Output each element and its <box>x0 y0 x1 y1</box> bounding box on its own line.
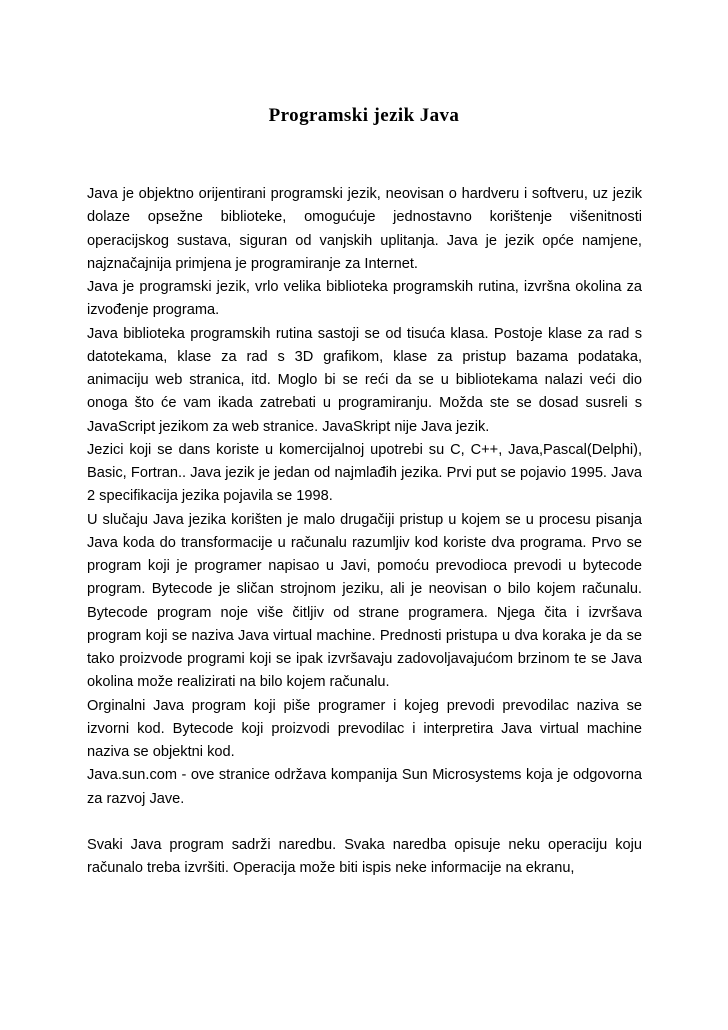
document-body <box>87 183 642 881</box>
paragraph-bytecode: U slučaju Java jezika korišten je malo drugačiji pristup u kojem se u procesu pisanja Java koda do transformacije u računalu razumljiv kod koriste dva programa. Prvo se program koji je programer napisao u Javi, pomoću prevodioca prevodi u bytecode program. Bytecode je sličan strojnom jeziku, ali je neovisan o bilo kojem računalu. Bytecode program noje više čitljiv od strane programera. Njega čita i izvršava program koji se naziva Java virtual machine. Prednosti pristupa u dva koraka je da se tako proizvode programi koji se ipak izvršavaju zadovoljavajućom brzinom te se Java okolina može realizirati na bilo kojem računalu. <box>87 511 642 691</box>
paragraph-intro: Java je objektno orijentirani programski jezik, neovisan o hardveru i softveru, uz jezik dolaze opsežne biblioteke, omogućuje jednostavno korištenje višenitnosti operacijskog sustava, siguran od vanjskih uplitanja. Java je jezik opće namjene, najznačajnija primjena je programiranje za Internet. <box>87 186 642 272</box>
document-title: Programski jezik Java <box>268 105 460 126</box>
paragraph-gap <box>87 811 642 834</box>
paragraph-sun-site: Java.sun.com - ove stranice održava kompanija Sun Microsystems koja je odgovorna za razvoj Jave. <box>87 767 642 807</box>
paragraph-statements: Svaki Java program sadrži naredbu. Svaka naredba opisuje neku operaciju koju računalo treba izvršiti. Operacija može biti ispis neke informacije na ekranu, <box>87 837 642 877</box>
paragraph-library: Java biblioteka programskih rutina sastoji se od tisuća klasa. Postoje klase za rad s datotekama, klase za rad s 3D grafikom, klase za pristup bazama podataka, animaciju web stranica, itd. Moglo bi se reći da se u bibliotekama nalazi veći dio onoga što će vam ikada zatrebati u programiranju. Možda ste se dosad susreli s JavaScript jezikom za web stranice. JavaSkript nije Java jezik. <box>87 325 642 435</box>
paragraph-languages: Jezici koji se dans koriste u komercijalnoj upotrebi su C, C++, Java,Pascal(Delphi), Basic, Fortran.. Java jezik je jedan od najmlađih jezika. Prvi put se pojavio 1995. Java 2 specifikacija jezika pojavila se 1998. <box>87 441 642 505</box>
paragraph-definition: Java je programski jezik, vrlo velika biblioteka programskih rutina, izvršna okolina za izvođenje programa. <box>87 279 642 319</box>
paragraph-source-code: Orginalni Java program koji piše programer i kojeg prevodi prevodilac naziva se izvorni kod. Bytecode koji proizvodi prevodilac i interpretira Java virtual machine naziva se objektni kod. <box>87 697 642 760</box>
